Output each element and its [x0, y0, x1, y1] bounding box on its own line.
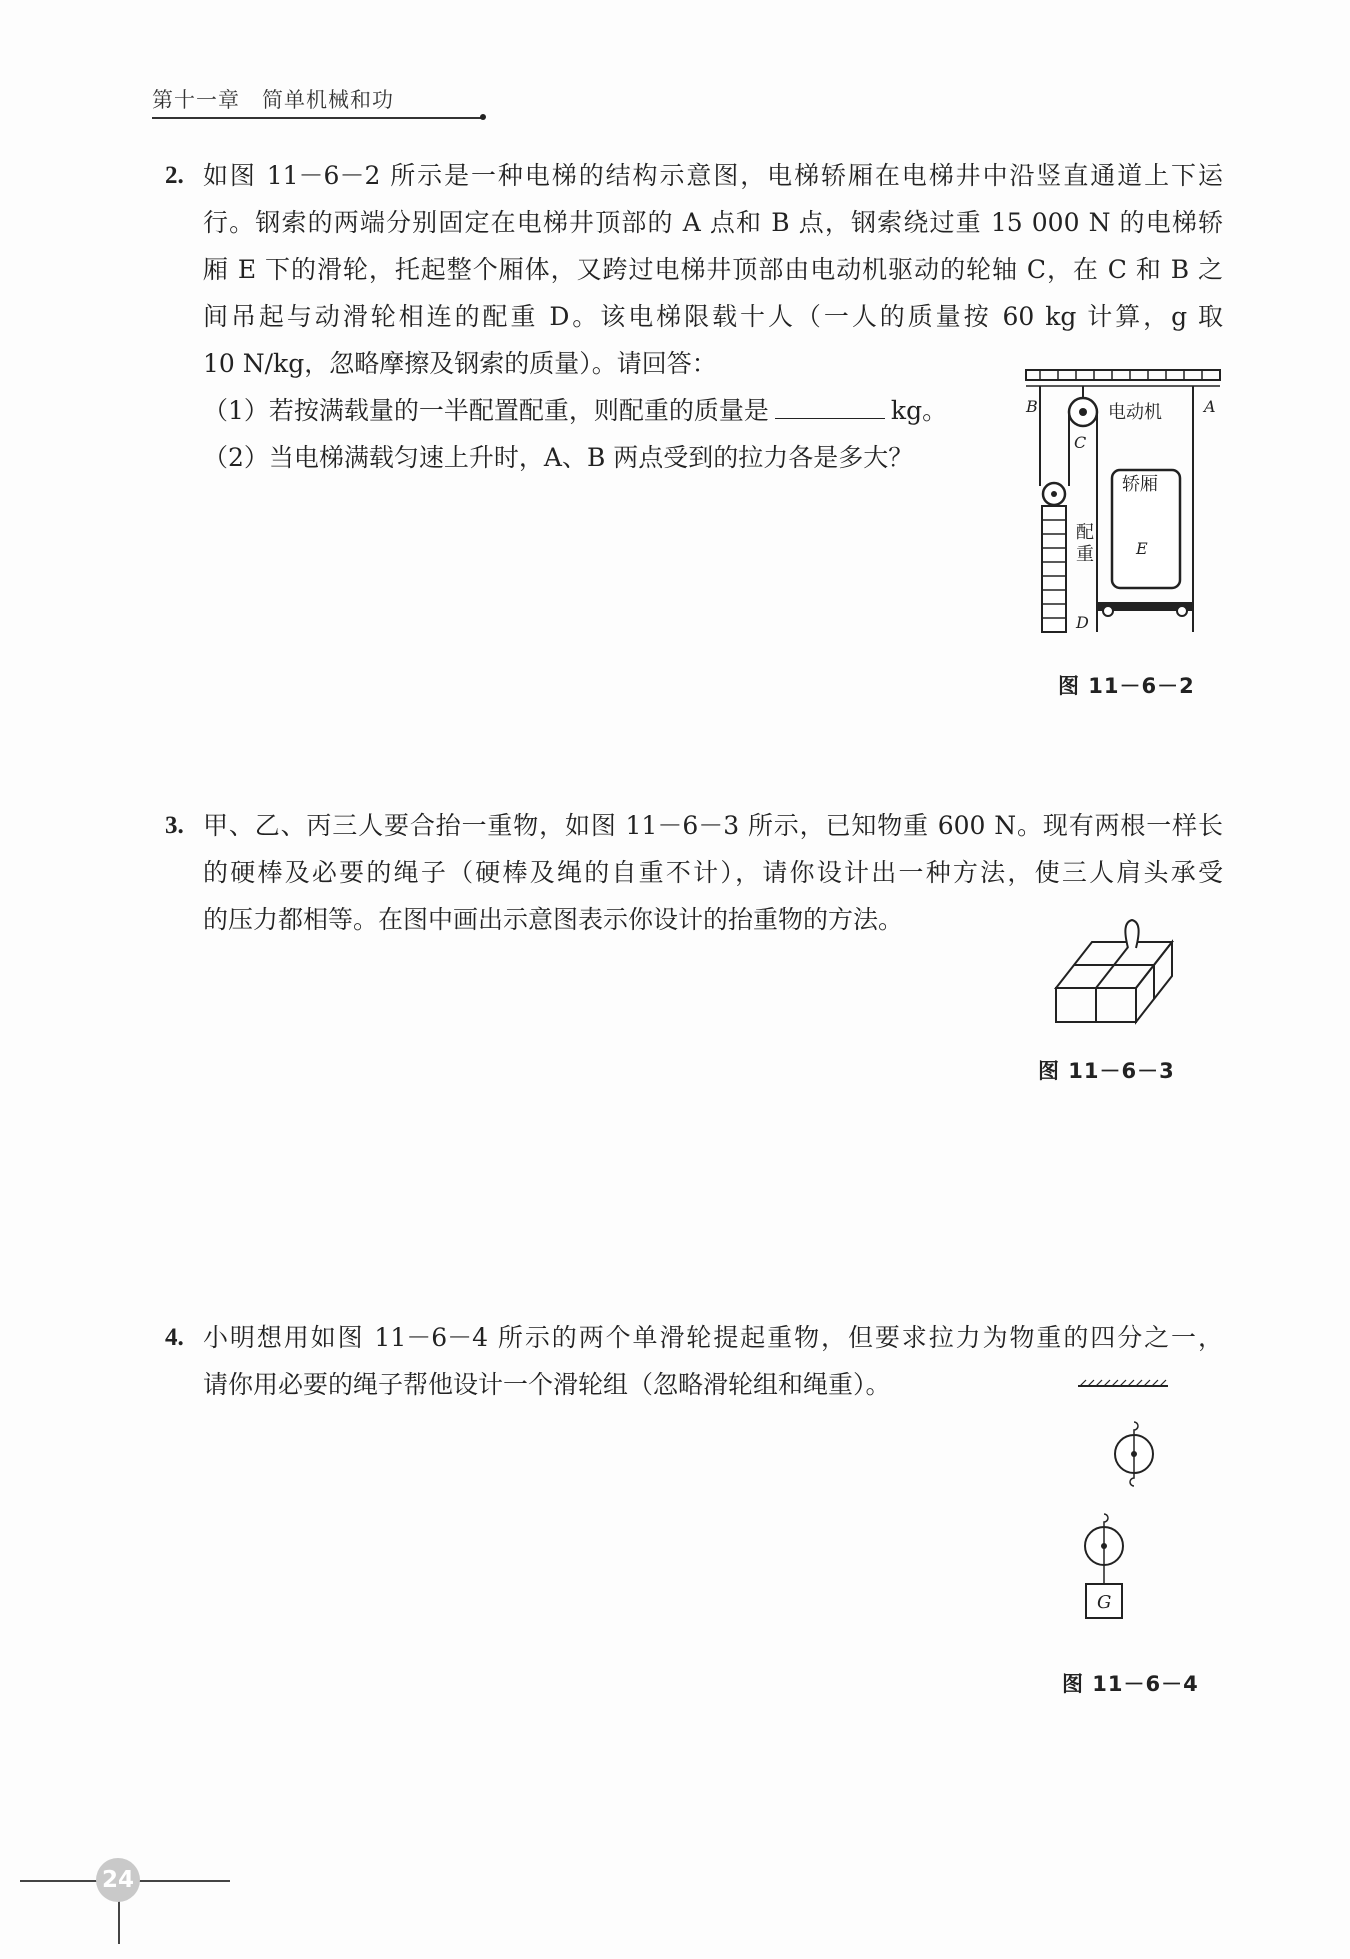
text-line: 10 N/kg，忽略摩擦及钢索的质量）。请回答： [203, 349, 717, 378]
header-rule [152, 117, 482, 119]
text-line: 如图 11－6－2 所示是一种电梯的结构示意图，电梯轿厢在电梯井中沿竖直通道上下运 [203, 161, 1223, 190]
sub-question-2: （2）当电梯满载匀速上升时，A、B 两点受到的拉力各是多大？ [203, 443, 914, 472]
elevator-diagram [1018, 362, 1228, 652]
label-A: A [1204, 397, 1216, 416]
figure-caption: 图 11－6－2 [1058, 674, 1195, 698]
question-number: 3. [165, 812, 184, 839]
label-D: D [1076, 613, 1089, 632]
question-text [203, 1314, 1223, 1408]
label-B: B [1026, 397, 1038, 416]
box-diagram [1052, 918, 1182, 1036]
text-line: 间吊起与动滑轮相连的配重 D。该电梯限载十人（一人的质量按 60 kg 计算，g 取 [203, 302, 1223, 331]
question-number: 2. [165, 162, 184, 189]
text-line: 小明想用如图 11－6－4 所示的两个单滑轮提起重物，但要求拉力为物重的四分之一， [203, 1323, 1223, 1352]
text-line: 请你用必要的绳子帮他设计一个滑轮组（忽略滑轮组和绳重）。 [203, 1370, 891, 1399]
sub-question-1: （1）若按满载量的一半配置配重，则配重的质量是 kg。 [203, 387, 1223, 434]
label-car: 轿厢 [1122, 474, 1158, 495]
page-number: 24 [96, 1858, 140, 1902]
text-line: 的压力都相等。在图中画出示意图表示你设计的抬重物的方法。 [203, 905, 904, 934]
label-counterweight: 重 [1076, 544, 1094, 565]
label-motor: 电动机 [1108, 402, 1162, 423]
question-number: 4. [165, 1324, 184, 1351]
chapter-header: 第十一章 简单机械和功 [152, 88, 394, 112]
pulley-diagram [1072, 1378, 1182, 1648]
figure-caption: 图 11－6－3 [1038, 1059, 1175, 1083]
text-line: 厢 E 下的滑轮，托起整个厢体，又跨过电梯井顶部由电动机驱动的轮轴 C，在 C 和 B 之 [203, 255, 1223, 284]
text-line: 的硬棒及必要的绳子（硬棒及绳的自重不计），请你设计出一种方法，使三人肩头承受 [203, 858, 1223, 887]
text-line: 行。钢索的两端分别固定在电梯井顶部的 A 点和 B 点，钢索绕过重 15 000 N 的电梯轿 [203, 208, 1223, 237]
figure-caption: 图 11－6－4 [1062, 1672, 1199, 1696]
label-E: E [1136, 539, 1148, 558]
text-line: 甲、乙、丙三人要合抬一重物，如图 11－6－3 所示，已知物重 600 N。现有两根一样长 [203, 811, 1223, 840]
answer-blank[interactable] [775, 392, 885, 419]
label-counterweight: 配 [1076, 522, 1094, 543]
label-C: C [1074, 433, 1087, 452]
label-G: G [1097, 1592, 1112, 1613]
